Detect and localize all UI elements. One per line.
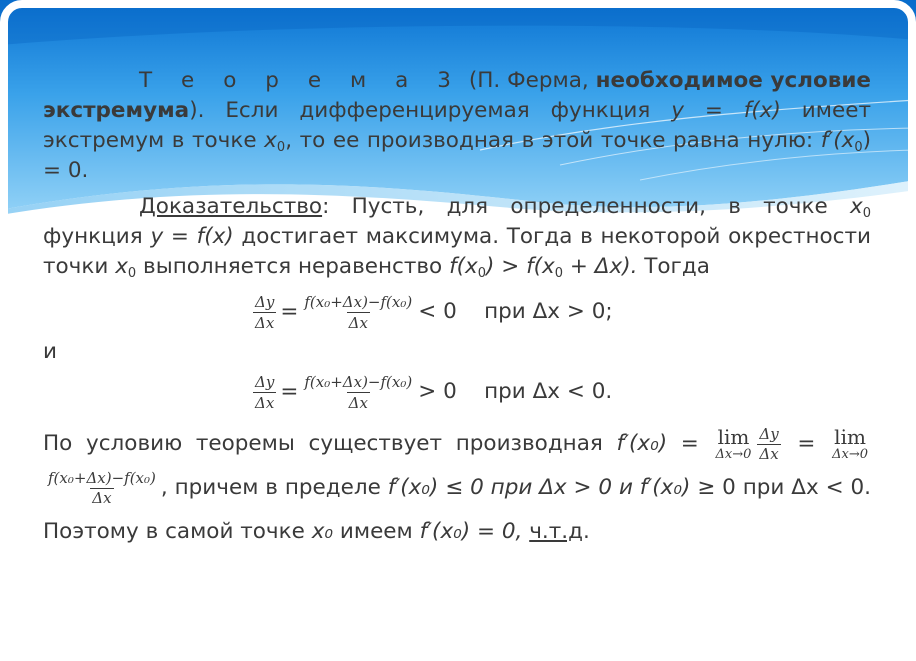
eq2-lhs-num: Δy [255,372,275,391]
eq2-equals: = [280,379,299,404]
theorem-text-2: имеет экстремум в точке [43,98,871,153]
limit-1-lim: lim [717,425,750,449]
limit-1 [716,426,752,462]
limit-2-fraction [46,469,158,508]
theorem-title: необходимое условие экстремума [43,68,871,123]
eq2-rhs-num: f(x₀+Δx)−f(x₀) [304,372,413,391]
conclusion-cond-2: 0 при Δx < 0. Поэтому в самой точке [43,475,871,544]
equation-2 [249,362,871,422]
eq1-rhs-den: Δx [348,313,368,332]
conclusion-cond-1: f′(x₀) ≤ 0 при Δx > 0 и f′(x₀) ≥ [387,475,716,500]
proof-fx: y = f(x) [150,224,234,249]
conclusion-paragraph [43,422,871,554]
limit-2-num: f(x₀+Δx)−f(x₀) [48,468,156,487]
limit-2-lim: lim [834,425,866,449]
conclusion-text-2: , причем в пределе [160,475,381,500]
theorem-paragraph: Т е о р е м а 3 (П. Ферма, необходимое условие экстремума). Если дифференцируемая функция y = f(x) имеет экстремум в точке $x_0$, то ее производная в этой точке равна нулю: $f'(x_0) = 0$. [43,68,871,183]
proof-x0: x [849,194,863,219]
proof-x0-2: x [115,254,128,279]
proof-line-2: функция [43,224,143,249]
theorem-label: Т е о р е м а 3 [139,68,462,93]
eq2-condition: > 0 при Δx < 0. [418,379,613,404]
ineq-2: ) > f(x [486,254,555,279]
conclusion-x0: x₀ [311,519,334,544]
limit-1-num: Δy [759,424,779,443]
proof-line-3: достигает максимума. Тогда в некоторой окрестности точки [43,224,871,279]
proof-line-1: : Пусть, для определенности, в точке [322,194,828,219]
ineq-3: + Δx). [563,254,638,279]
eq1-rhs-fraction [302,292,414,333]
conclusion-text-3: имеем [339,519,413,544]
qed-mark: ч.т.д [529,519,583,544]
eq1-rhs-num: f(x₀+Δx)−f(x₀) [304,292,413,311]
eq1-equals: = [280,299,299,324]
limit-2-den: Δx [92,488,112,507]
proof-heading: Доказательство [139,194,323,219]
result-expr: f′(x [820,128,855,153]
theorem-text-1: Если дифференцируемая функция [225,98,651,123]
point-x: x [264,128,277,153]
limit-1-fraction [757,425,780,464]
slide-text [43,66,871,554]
eq1-condition: < 0 при Δx > 0; [418,299,613,324]
final-dot: . [582,519,590,544]
eq1-lhs-fraction [253,292,276,333]
eq1-lhs-den: Δx [255,313,275,332]
conclusion-deriv: f′(x₀) = [616,431,699,456]
limit-2 [832,426,868,462]
ineq-1: f(x [449,254,478,279]
eq2-rhs-den: Δx [348,393,368,412]
limit-1-sub: Δx→0 [715,447,752,462]
theorem-author: (П. Ферма, [468,68,589,93]
proof-paragraph: Доказательство: Пусть, для определенности, в точке $x_0$ функция y = f(x) достигает максимума. Тогда в некоторой окрестности точки $x_0$ выполняется неравенство $f(x_0) > f(x_0 + \Delta x)$. Тогда [43,194,871,281]
close-paren: ). [189,98,205,123]
conclusion-final: f′(x₀) = 0, [419,519,523,544]
limit-2-sub: Δx→0 [832,447,868,462]
eq2-lhs-den: Δx [255,393,275,412]
proof-line-4: выполняется неравенство [143,254,443,279]
eq2-lhs-fraction [253,372,276,413]
function-expr: y = f(x) [671,98,781,123]
and-line: и [43,339,57,364]
equation-1 [249,282,871,342]
conclusion-equals: = [797,431,816,456]
conclusion-text-1: По условию теоремы существует производная [43,431,603,456]
limit-1-den: Δx [759,444,779,463]
eq2-rhs-fraction [302,372,414,413]
eq1-lhs-num: Δy [255,292,275,311]
proof-then: Тогда [644,254,710,279]
result-tail: ) = 0. [43,128,871,183]
theorem-text-3: , то ее производная в этой точке равна нулю: [285,128,814,153]
